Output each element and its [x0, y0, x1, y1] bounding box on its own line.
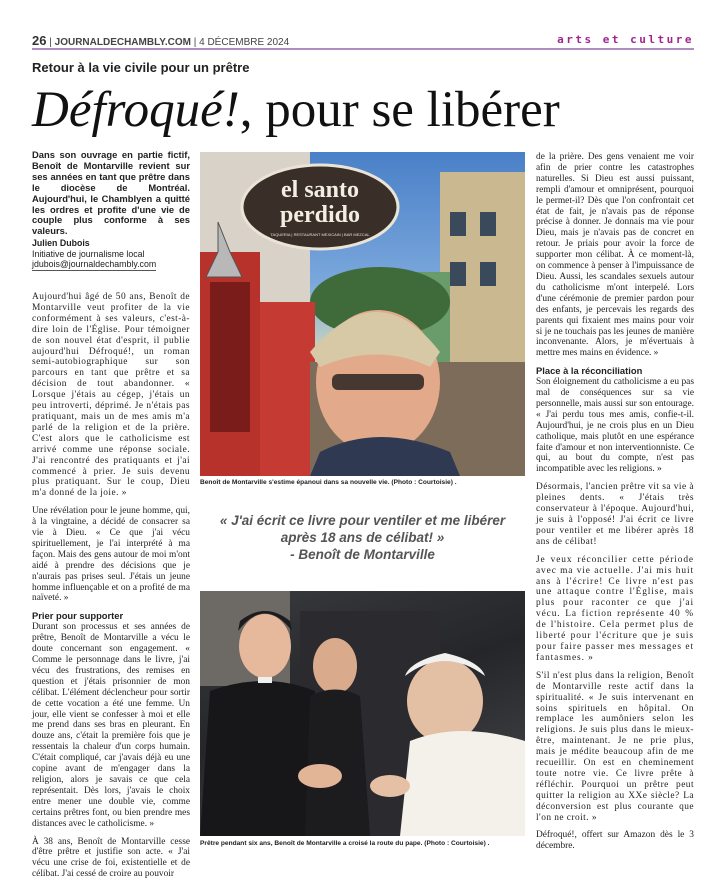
issue-date: 4 DÉCEMBRE 2024	[199, 37, 290, 48]
header-rule	[32, 48, 694, 50]
author-name: Julien Dubois	[32, 238, 90, 248]
sign-subtitle: TAQUERIA | RESTAURANT MEXICAIN | BAR MEZCAL	[270, 232, 370, 237]
author-email[interactable]: jdubois@journaldechambly.com	[32, 259, 157, 270]
kicker: Retour à la vie civile pour un prêtre	[32, 60, 250, 75]
page-header	[32, 33, 694, 47]
top-photo	[200, 152, 525, 476]
pull-quote	[200, 512, 525, 563]
pull-quote-line: après 18 ans de célibat! »	[280, 530, 445, 545]
bottom-photo-caption: Prêtre pendant six ans, Benoît de Montarville a croisé la route du pape. (Photo : Courtoisie) .	[200, 840, 490, 847]
sign-line-1: el santo	[281, 177, 359, 203]
sign-line-2: perdido	[279, 202, 361, 228]
column-3-body	[536, 152, 694, 859]
pull-quote-attribution: - Benoît de Montarville	[290, 547, 435, 562]
bottom-photo	[200, 591, 525, 836]
page-number: 26	[32, 33, 47, 48]
paragraph: S'il n'est plus dans la religion, Benoît de Montarville reste actif dans la spiritualité. « Je suis intervenant en soins spirituels en hôpital. On remplace les aumôniers selon les religions. Je suis plus dans le mieux-être, maintenant. Je ne prie plus, mais je médite beaucoup afin de me recueillir. On est en cheminement toute notre vie. Ce livre prête à réfléchir. Pourquoi un prêtre peut quitter la religion au XXe siècle? La déconversion est plus courante que l'on ne croit. »	[536, 670, 694, 823]
byline	[32, 238, 190, 271]
header-separator: |	[193, 37, 197, 48]
author-role: Initiative de journalisme local	[32, 248, 145, 259]
column-1-body	[32, 292, 190, 887]
header-separator: |	[49, 37, 52, 48]
paragraph: Durant son processus et ses années de prêtre, Benoît de Montarville a vécu le doute concernant son engagement. « Comme le personnage dans le livre, j'ai vécu des frustrations, des remises en question et j'étais prisonnier de mon célibat. L'élément déclencheur pour sortir de cette vocation a été une femme. Un jour, elle vient se confesser à moi et elle me prend dans ses bras en pleurant. En douze ans, c'était la première fois que je ressentais la chaleur d'un corps humain. C'était compliqué, car j'avais déjà eu une copine avant de m'engager dans la religion, alors je savais ce que cela représentait. Dès lors, j'avais le choix entre mener une double vie, comme certains prêtres font, ou bien prendre mes distances avec le catholicisme. »	[32, 622, 190, 829]
publication-name: JOURNALDECHAMBLY.COM	[54, 37, 191, 48]
paragraph: Aujourd'hui âgé de 50 ans, Benoît de Montarville veut profiter de la vie conformément à ses valeurs, c'est-à-dire loin de l'Église. Pour témoigner de son nouvel état d'esprit, il publie aujourd'hui Défroqué!, un roman semi-autobiographique sur son parcours en tant que prêtre et sa décision de tout abandonner. « Lorsque j'étais au cégep, j'étais un peu introverti, déprimé. Je n'étais pas pratiquant, mais un de mes amis m'a parlé de la religion et de la prière. C'est alors que le catholicisme est arrivé comme une réponse sociale. J'ai rencontré des pratiquants et j'ai commencé à prier. Je suis devenu plus pratiquant. Sur le coup, Dieu m'a donné de la joie. »	[32, 292, 190, 499]
paragraph: À 38 ans, Benoît de Montarville cesse d'être prêtre et justifie son acte. « J'ai vécu une crise de foi, existentielle et de célibat. J'ai cessé de croire au pouvoir	[32, 836, 190, 880]
lede: Dans son ouvrage en partie fictif, Benoît de Montarville revient sur ses années en tant que prêtre dans le diocèse de Montréal. Aujourd'hui, le Chamblyen a quitté les ordres et profite d'une vie de couple plus conforme à ses valeurs.	[32, 149, 190, 237]
paragraph: de la prière. Des gens venaient me voir afin de prier contre les catastrophes naturelles. Si Dieu est aussi puissant, rempli d'amour et omniprésent, pourquoi le permet-il? Dès que l'on confrontait cet état de fait, je n'avais pas de réponse précise à donner. Je donnais ma vie pour Dieu, mais je n'avais pas de concret en retour. Je priais pour avoir la force de supporter mon célibat. À ce moment-là, on commence à penser à l'impuissance de Dieu. Aussi, les scandales sexuels autour du catholicisme m'ont interpelé. Lors d'une cérémonie de premier pardon pour des enfants, je percevais les regards des parents qui fixaient mes mains pour voir si je ne touchais pas les jeunes de manière inconvenante. Alors, je m'évertuais à mettre mes mains en évidence. »	[536, 152, 694, 359]
pope-meeting-image	[200, 591, 525, 836]
restaurant-scene-image	[200, 152, 525, 476]
subheading: Place à la réconciliation	[536, 365, 643, 377]
headline	[32, 78, 702, 142]
paragraph: Désormais, l'ancien prêtre vit sa vie à pleines dents. « J'étais très conservateur à l'époque. Aujourd'hui, je suis à l'opposé! J'ai écrit ce livre pour ventiler et me libérer après 18 ans de célibat!	[536, 482, 694, 547]
paragraph: Son éloignement du catholicisme a eu pas mal de conséquences sur sa vie personnelle, mais aussi sur son entourage. « J'ai perdu tous mes amis, confie-t-il. Aujourd'hui, je ne crois plus en un Dieu catholique, mais plutôt en une espérance faite d'amour et non interventionniste. Ce qui, au bout du compte, n'est pas incompatible avec les religions. »	[536, 377, 694, 475]
headline-italic: Défroqué!	[32, 82, 240, 138]
paragraph: Je veux réconcilier cette période avec ma vie actuelle. J'ai mis huit ans à l'écrire! Ce livre n'est pas une attaque contre l'Église, mais plus pour raconter ce que j'ai vécu. La fiction représente 40 % de l'histoire. Cela permet plus de liberté pour l'écriture que je suis pour faire passer mes messages et fantasmes. »	[536, 554, 694, 663]
paragraph: Une révélation pour le jeune homme, qui, à la vingtaine, a décidé de consacrer sa vie à Dieu. « Ce que j'ai vécu spirituellement, je l'ai interprété à ma façon. Mais des gens autour de moi m'ont aidé à prendre des décisions que je n'aurais pas prises seul. J'étais un jeune homme influençable et on a profité de ma naïveté. »	[32, 506, 190, 604]
section-label: arts et culture	[557, 33, 694, 46]
paragraph: Défroqué!, offert sur Amazon dès le 3 décembre.	[536, 830, 694, 852]
pull-quote-line: « J'ai écrit ce livre pour ventiler et me libérer	[219, 513, 506, 528]
top-photo-caption: Benoît de Montarville s'estime épanoui dans sa nouvelle vie. (Photo : Courtoisie) .	[200, 479, 457, 486]
subheading: Prier pour supporter	[32, 610, 124, 622]
headline-rest: , pour se libérer	[239, 82, 560, 138]
